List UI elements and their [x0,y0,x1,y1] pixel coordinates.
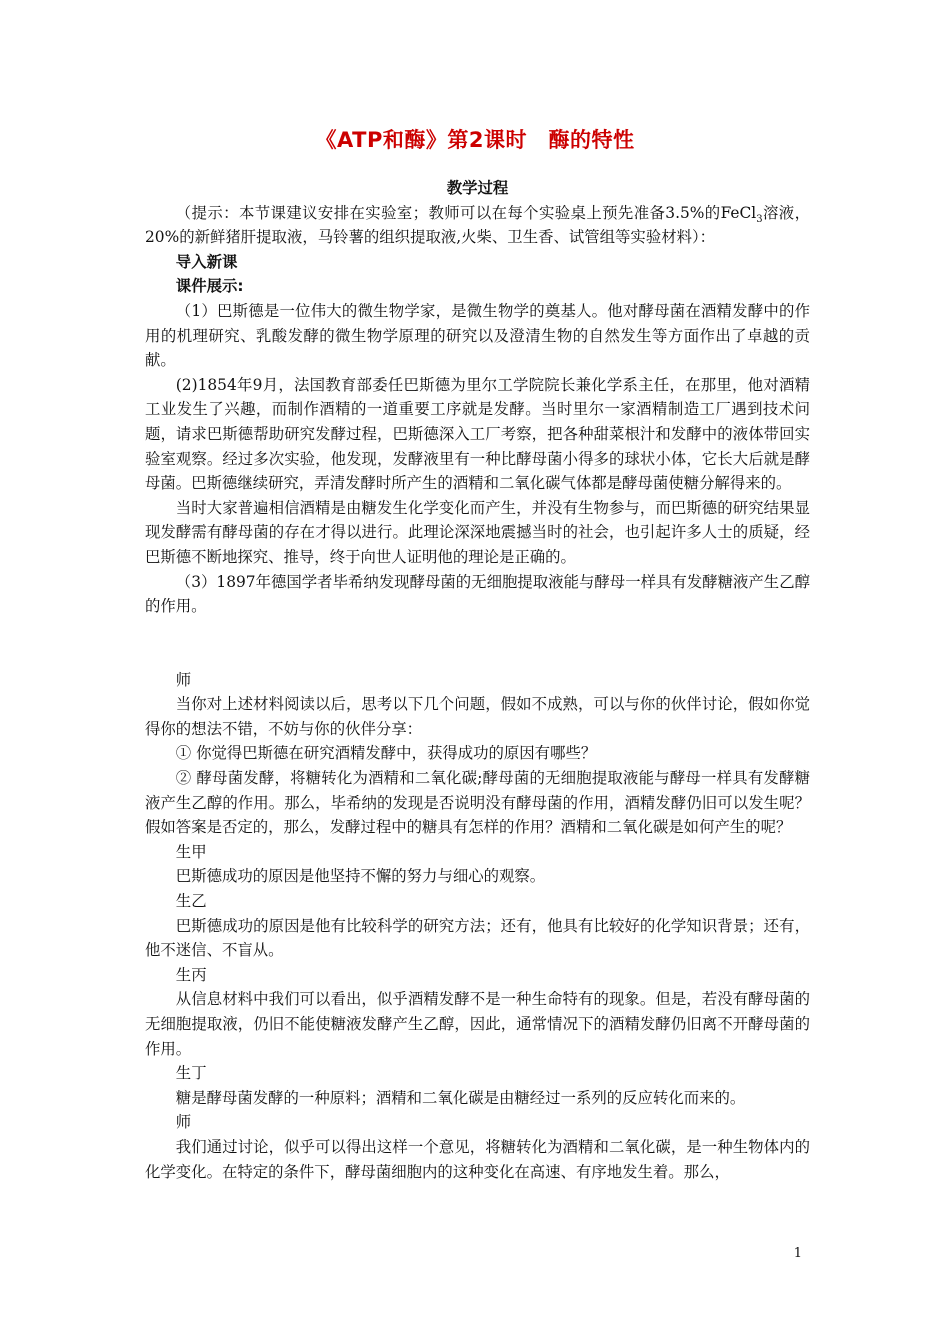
intro-heading: 导入新课 [175,252,238,271]
teacher-summary: 我们通过讨论，似乎可以得出这样一个意见，将糖转化为酒精和二氧化碳，是一种生物体内的化学变化。在特定的条件下，酵母菌细胞内的这种变化在高速、有序地发生着。那么， [145,1137,810,1181]
section-heading: 教学过程 [446,179,509,197]
hint-subscript: 3 [756,213,763,225]
speaker-student-a: 生甲 [175,842,207,861]
speaker-student-c: 生丙 [175,965,207,984]
paragraph-2: (2)1854年9月，法国教育部委任巴斯德为里尔工学院院长兼化学系主任，在那里，他对酒精工业发生了兴趣，而制作酒精的一道重要工序就是发酵。当时里尔一家酒精制造工厂遇到技术问题，请求巴斯德帮助研究发酵过程，巴斯德深入工厂考察，把各种甜菜根汁和发酵中的液体带回实验室观察。经过多次实验，他发现，发酵液里有一种比酵母菌小得多的球状小体，它长大后就是酵母菌。巴斯德继续研究，弄清发酵时所产生的酒精和二氧化碳气体都是酵母菌使糖分解得来的。 [145,375,810,493]
answer-student-d: 糖是酵母菌发酵的一种原料；酒精和二氧化碳是由糖经过一系列的反应转化而来的。 [175,1088,746,1107]
hint-text-part2: 溶液，20%的新鲜猪肝提取液，马铃薯的组织提取液,火柴、卫生香、试管组等实验材料）： [145,203,810,247]
answer-student-a: 巴斯德成功的原因是他坚持不懈的努力与细心的观察。 [175,867,546,886]
document-body [145,176,810,1184]
answer-student-c: 从信息材料中我们可以看出，似乎酒精发酵不是一种生命特有的现象。但是，若没有酵母菌的无细胞提取液，仍旧不能使糖液发酵产生乙醇，因此，通常情况下的酒精发酵仍旧离不开酵母菌的作用。 [145,990,810,1058]
hint-paragraph [145,201,810,250]
speaker-teacher: 师 [175,670,192,689]
hint-text-part1: （提示：本节课建议安排在实验室；教师可以在每个实验桌上预先准备3.5%的FeCl [175,203,757,222]
paragraph-3: 当时大家普遍相信酒精是由糖发生化学变化而产生，并没有生物参与，而巴斯德的研究结果显现发酵需有酵母菌的存在才得以进行。此理论深深地震撼当时的社会，也引起许多人士的质疑，经巴斯德不断地探究、推导，终于向世人证明他的理论是正确的。 [145,498,810,566]
speaker-teacher-2: 师 [175,1113,192,1132]
answer-student-b: 巴斯德成功的原因是他有比较科学的研究方法；还有，他具有比较好的化学知识背景；还有，他不迷信、不盲从。 [145,916,810,960]
teacher-prompt: 当你对上述材料阅读以后，思考以下几个问题，假如不成熟，可以与你的伙伴讨论，假如你觉得你的想法不错，不妨与你的伙伴分享： [145,695,810,738]
question-2: ② 酵母菌发酵，将糖转化为酒精和二氧化碳;酵母菌的无细胞提取液能与酵母一样具有发酵糖液产生乙醇的作用。那么，毕希纳的发现是否说明没有酵母菌的作用，酒精发酵仍旧可以发生呢？假如答案是否定的，那么，发酵过程中的糖具有怎样的作用？酒精和二氧化碳是如何产生的呢？ [145,769,810,837]
question-1: ① 你觉得巴斯德在研究酒精发酵中，获得成功的原因有哪些？ [175,744,597,763]
paragraph-1: （1）巴斯德是一位伟大的微生物学家，是微生物学的奠基人。他对酵母菌在酒精发酵中的作用的机理研究、乳酸发酵的微生物学原理的研究以及澄清生物的自然发生等方面作出了卓越的贡献。 [145,301,810,370]
courseware-heading: 课件展示: [175,277,244,296]
speaker-student-b: 生乙 [175,892,207,911]
paragraph-4: （3）1897年德国学者毕希纳发现酵母菌的无细胞提取液能与酵母一样具有发酵糖液产生乙醇的作用。 [145,572,810,616]
speaker-student-d: 生丁 [175,1064,207,1083]
page-number: 1 [793,1246,802,1261]
blank-space [145,619,810,668]
document-title: 《ATP和酶》第2课时 酶的特性 [315,128,635,152]
